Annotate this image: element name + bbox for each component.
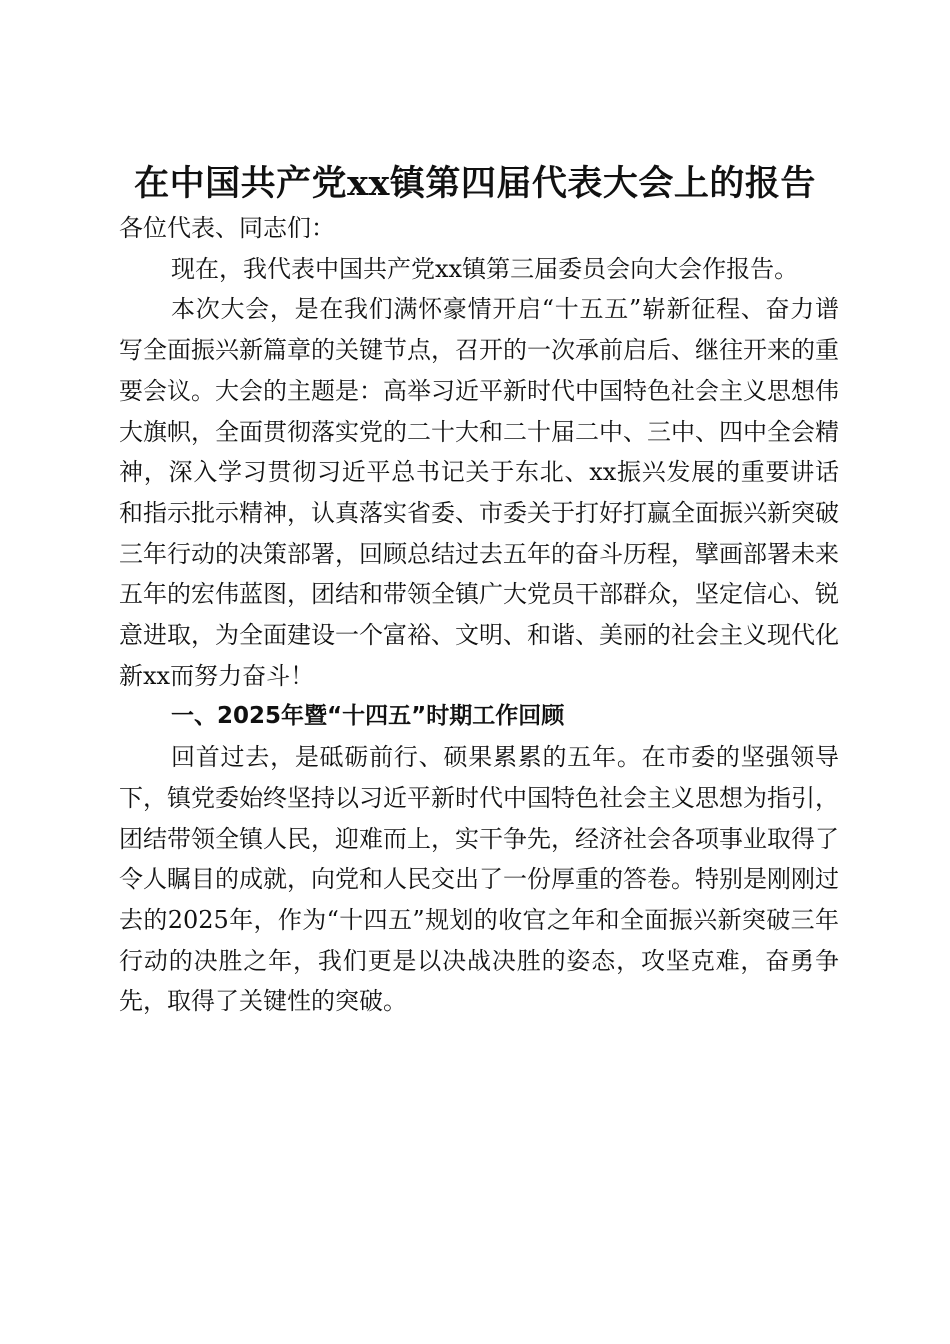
document-body	[119, 208, 839, 1022]
document-title: 在中国共产党xx镇第四届代表大会上的报告	[134, 163, 816, 205]
theme-paragraph: 本次大会，是在我们满怀豪情开启“十五五”崭新征程、奋力谱写全面振兴新篇章的关键节点，召开的一次承前启后、继往开来的重要会议。大会的主题是：高举习近平新时代中国特色社会主义思想伟大旗帜，全面贯彻落实党的二十大和二十届二中、三中、四中全会精神，深入学习贯彻习近平总书记关于东北、xx振兴发展的重要讲话和指示批示精神，认真落实省委、市委关于打好打赢全面振兴新突破三年行动的决策部署，回顾总结过去五年的奋斗历程，擘画部署未来五年的宏伟蓝图，团结和带领全镇广大党员干部群众，坚定信心、锐意进取，为全面建设一个富裕、文明、和谐、美丽的社会主义现代化新xx而努力奋斗！	[119, 295, 839, 690]
opening-paragraph: 现在，我代表中国共产党xx镇第三届委员会向大会作报告。	[171, 254, 799, 283]
greeting-line: 各位代表、同志们：	[119, 214, 335, 242]
section-heading: 一、2025年暨“十四五”时期工作回顾	[171, 703, 565, 730]
review-paragraph: 回首过去，是砥砺前行、硕果累累的五年。在市委的坚强领导下，镇党委始终坚持以习近平新时代中国特色社会主义思想为指引，团结带领全镇人民，迎难而上，实干争先，经济社会各项事业取得了令人瞩目的成就，向党和人民交出了一份厚重的答卷。特别是刚刚过去的2025年，作为“十四五”规划的收官之年和全面振兴新突破三年行动的决胜之年，我们更是以决战决胜的姿态，攻坚克难，奋勇争先，取得了关键性的突破。	[119, 743, 839, 1016]
